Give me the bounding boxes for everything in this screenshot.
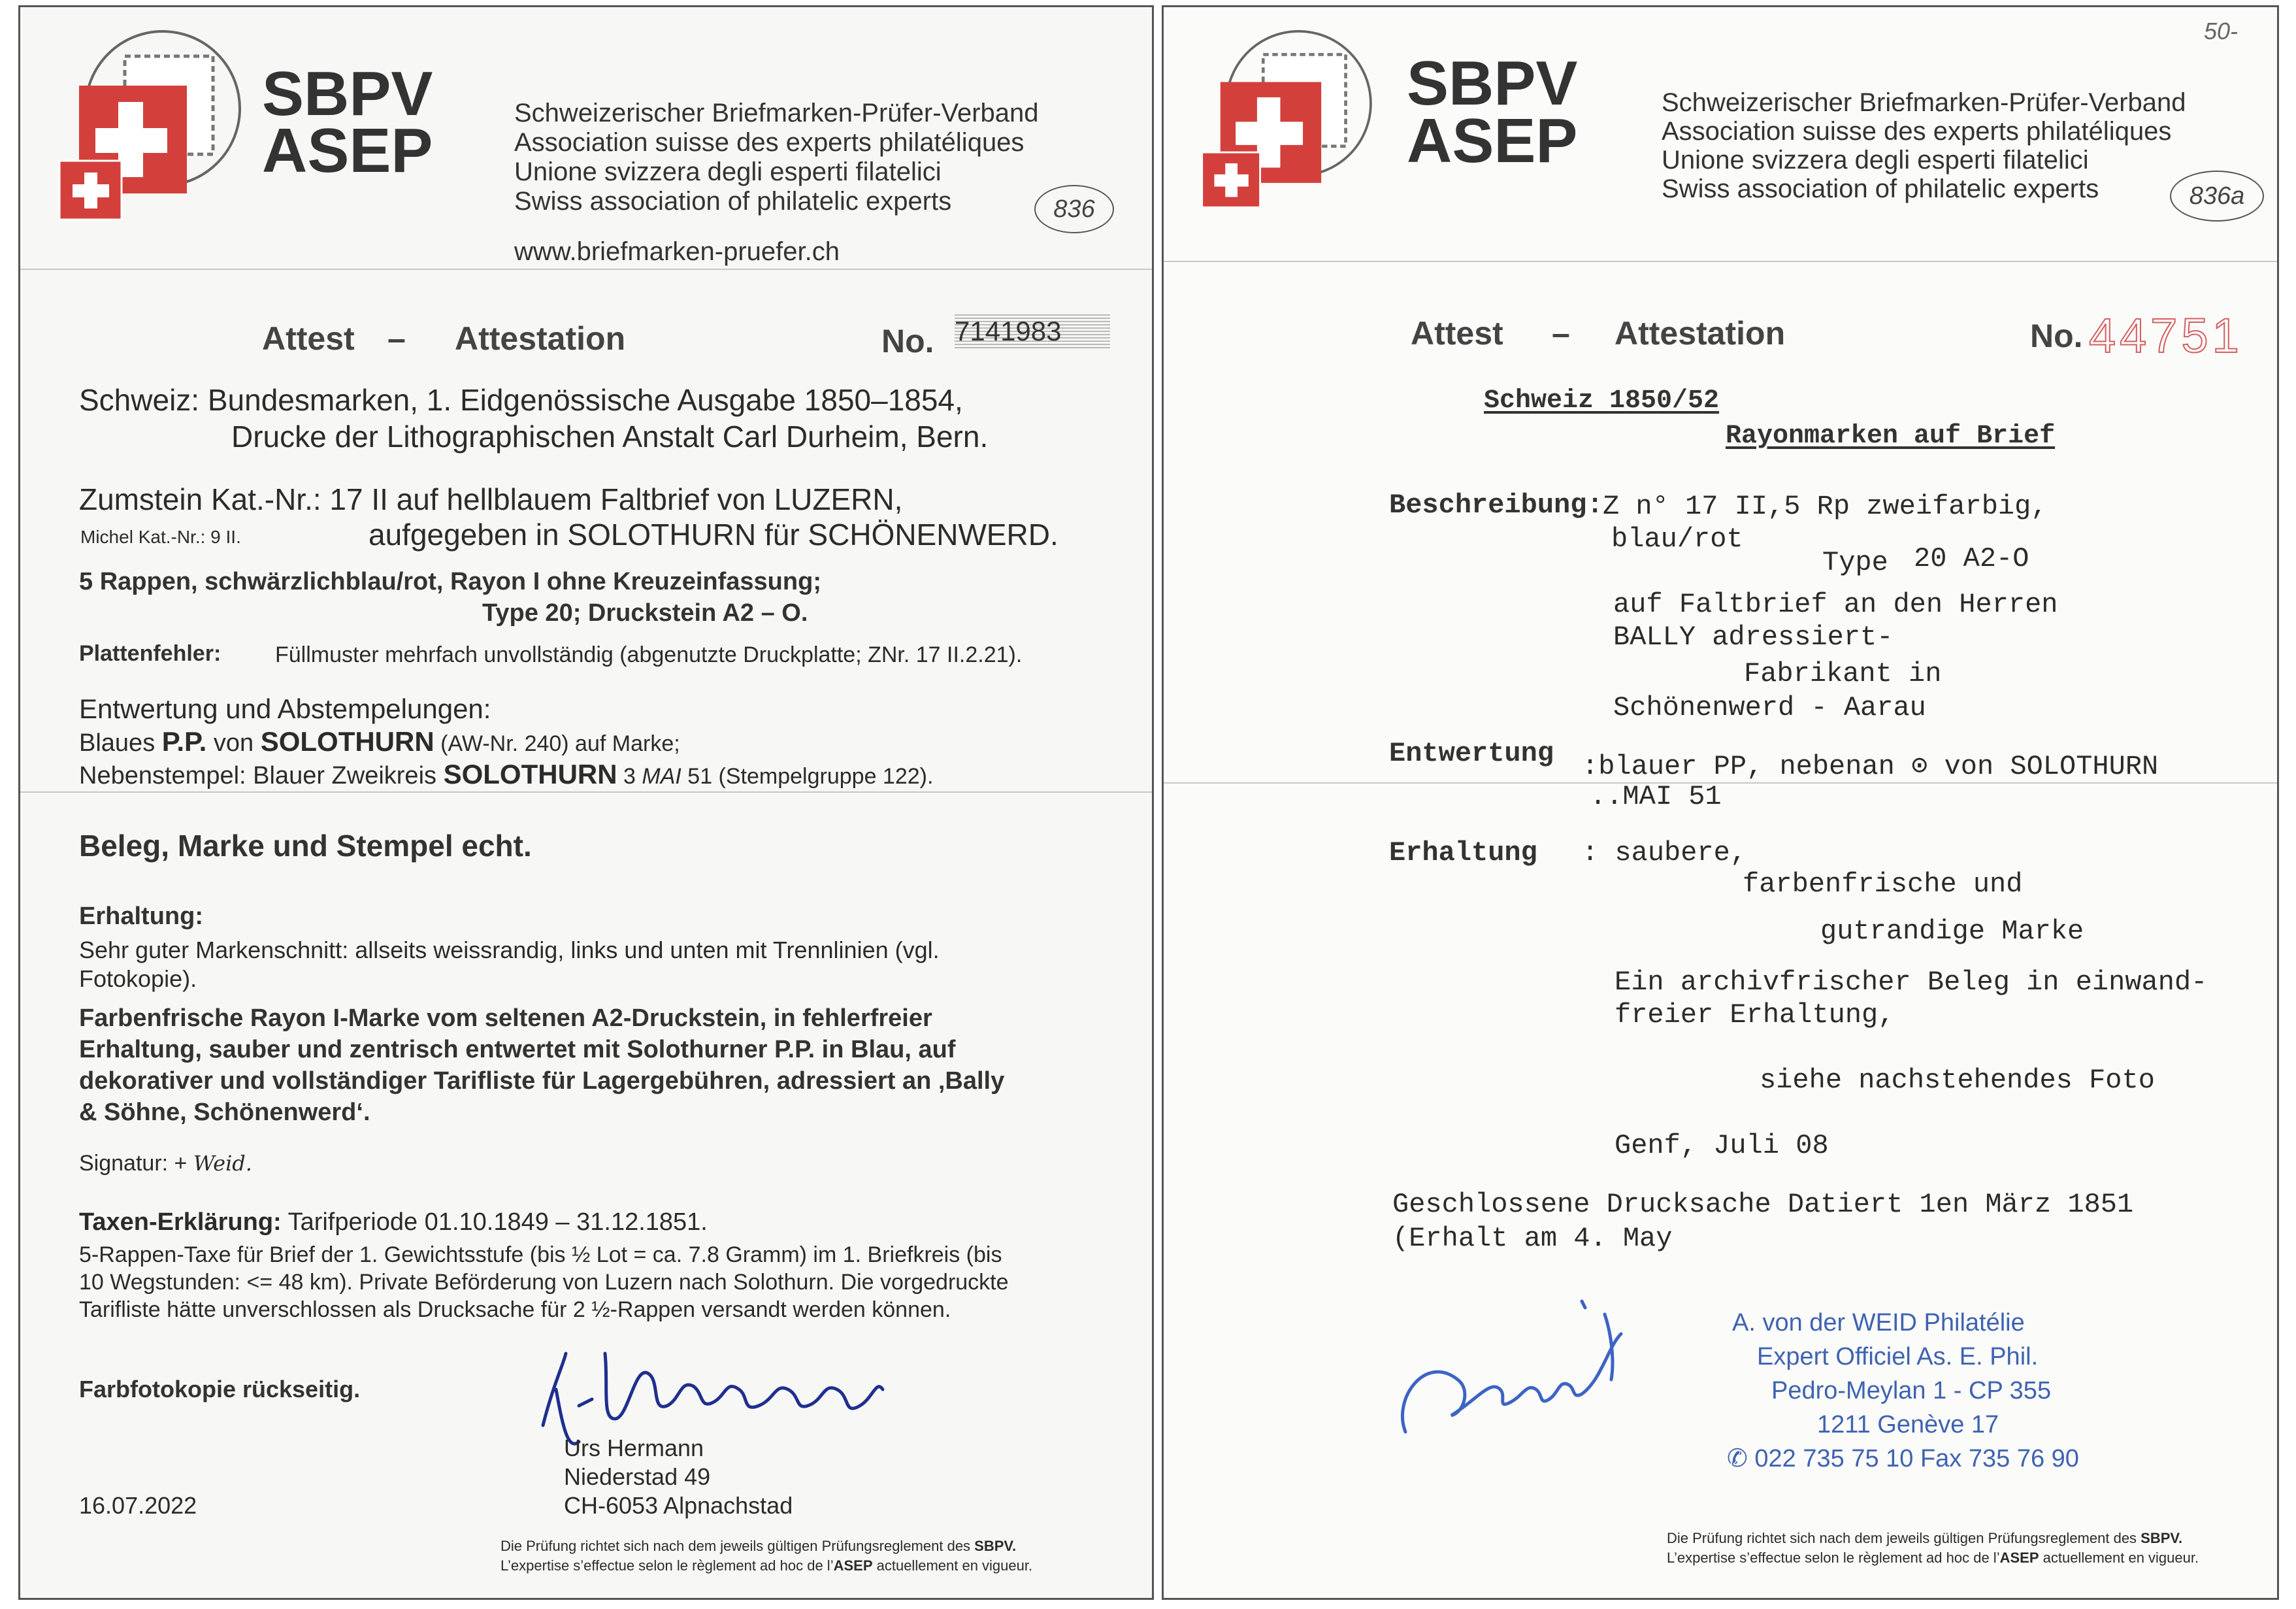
handwritten-reference: 836 [1034, 185, 1114, 233]
rappen-line-1: 5 Rappen, schwärzlichblau/rot, Rayon I ohne Kreuzeinfassung; [79, 568, 821, 595]
erhaltung-line-4: Ein archivfrischer Beleg in einwand- [1615, 967, 2208, 998]
beschreibung-line-1: Z n° 17 II,5 Rp zweifarbig, [1603, 491, 2048, 522]
taxen-line-2: 10 Wegstunden: <= 48 km). Private Beförderung von Luzern nach Solothurn. Die vorgedruckte [79, 1270, 1009, 1295]
number-label: No. [2030, 318, 2083, 354]
org-name-fr: Association suisse des experts philatéliques [1662, 117, 2172, 146]
org-name-en: Swiss association of philatelic experts [514, 187, 952, 216]
expert-name: Urs Hermann [564, 1435, 704, 1461]
erhaltung-heading: Erhaltung: [79, 903, 203, 930]
farbfotokopie-note: Farbfotokopie rückseitig. [79, 1376, 361, 1402]
sbpv-logo-emblem [46, 30, 249, 233]
taxen-line-3: Tarifliste hätte unverschlossen als Drucksache für 2 ½-Rappen versandt werden können. [79, 1297, 951, 1322]
beschreibung-line-5: BALLY adressiert- [1613, 622, 1894, 653]
fold-line [20, 269, 1152, 270]
michel-number: Michel Kat.-Nr.: 9 II. [80, 527, 241, 547]
expert-city: CH-6053 Alpnachstad [564, 1492, 793, 1519]
erhaltung-line-2: Fotokopie). [79, 965, 197, 992]
footer-line-1: Die Prüfung richtet sich nach dem jeweils gültigen Prüfungsreglement des SBPV. [1667, 1530, 2183, 1546]
entwertung-heading: Entwertung und Abstempelungen: [79, 693, 491, 724]
fold-line [20, 791, 1152, 793]
expert-stamp-line-4: 1211 Genève 17 [1817, 1411, 1999, 1438]
org-website: www.briefmarken-pruefer.ch [514, 237, 840, 266]
logo-text-asep: ASEP [1407, 106, 1578, 176]
beschreibung-line-3: dekorativer und vollständiger Tarifliste für Lagergebühren, adressiert an ‚Bally [79, 1067, 1005, 1095]
erhaltung-label: Erhaltung [1389, 837, 1537, 869]
erhaltung-line-2: farbenfrische und [1743, 869, 2023, 900]
plattenfehler-label: Plattenfehler: [79, 641, 221, 666]
org-name-fr: Association suisse des experts philatéliques [514, 128, 1025, 157]
erhaltung-line-3: gutrandige Marke [1820, 916, 2084, 947]
certificate-date: 16.07.2022 [79, 1492, 197, 1519]
fold-line [1164, 261, 2277, 262]
entwertung-line-2: ..MAI 51 [1590, 781, 1722, 812]
expert-stamp-line-1: A. von der WEID Philatélie [1732, 1309, 2025, 1336]
beschreibung-label: Beschreibung: [1389, 489, 1603, 521]
erhaltung-line-5: freier Erhaltung, [1615, 999, 1895, 1031]
number-label: No. [881, 323, 934, 359]
entwertung-line-1: :blauer PP, nebenan ⊙ von SOLOTHURN [1582, 751, 2159, 782]
beschreibung-line-7: Schönenwerd - Aarau [1613, 692, 1926, 723]
footer-line-2: L’expertise s’effectue selon le règlement ad hoc de l’ASEP actuellement en vigueur. [1667, 1550, 2199, 1566]
expert-street: Niederstad 49 [564, 1463, 711, 1490]
sbpv-logo-emblem [1190, 27, 1379, 223]
entwertung-line-2: Nebenstempel: Blauer Zweikreis SOLOTHURN 3 MAI 51 (Stempelgruppe 122). [79, 759, 934, 789]
plattenfehler-text: Füllmuster mehrfach unvollständig (abgenutzte Druckplatte; ZNr. 17 II.2.21). [275, 642, 1023, 667]
beschreibung-type-label: Type [1822, 547, 1888, 578]
heading-dash: – [1552, 315, 1570, 352]
beschreibung-line-6: Fabrikant in [1744, 658, 1942, 689]
heading-dash: – [387, 320, 406, 357]
entwertung-line-1: Blaues P.P. von SOLOTHURN (AW-Nr. 240) auf Marke; [79, 726, 680, 757]
attestation-heading: Attestation [455, 320, 626, 357]
taxen-heading: Taxen-Erklärung: Tarifperiode 01.10.1849 – 31.12.1851. [79, 1208, 708, 1236]
signature-weid [1386, 1269, 1660, 1465]
right-certificate [1162, 5, 2279, 1600]
logo-text-asep: ASEP [262, 116, 433, 186]
footer-line-2: L’expertise s’effectue selon le règlement ad hoc de l’ASEP actuellement en vigueur. [500, 1557, 1033, 1574]
beschreibung-line-4: & Söhne, Schönenwerd‘. [79, 1099, 370, 1126]
beschreibung-line-2: Erhaltung, sauber und zentrisch entwertet mit Solothurner P.P. in Blau, auf [79, 1036, 956, 1063]
entwertung-label: Entwertung [1389, 738, 1554, 769]
echtheit-statement: Beleg, Marke und Stempel echt. [79, 829, 532, 863]
org-name-it: Unione svizzera degli esperti filatelici [1662, 146, 2089, 174]
expert-stamp-line-3: Pedro-Meylan 1 - CP 355 [1771, 1377, 2052, 1404]
erhaltung-line-1: Sehr guter Markenschnitt: allseits weissrandig, links und unten mit Trennlinien (vgl. [79, 937, 940, 963]
taxen-line-1: 5-Rappen-Taxe für Brief der 1. Gewichtsstufe (bis ½ Lot = ca. 7.8 Gramm) im 1. Briefkreis (bis [79, 1242, 1002, 1267]
corner-handwritten-note: 50- [2204, 18, 2239, 44]
beschreibung-type-value: 20 A2-O [1914, 543, 2029, 574]
place-date: Genf, Juli 08 [1615, 1130, 1829, 1161]
country-heading: Schweiz 1850/52 [1484, 386, 1720, 416]
subject-line-2: Drucke der Lithographischen Anstalt Carl Durheim, Bern. [231, 420, 989, 454]
note-line-2: (Erhalt am 4. May [1392, 1223, 1673, 1254]
org-name-it: Unione svizzera degli esperti filatelici [514, 158, 942, 186]
certificate-number: 44751 [2089, 308, 2243, 363]
logo-text-sbpv: SBPV [1407, 48, 1578, 118]
note-line-1: Geschlossene Drucksache Datiert 1en März 1851 [1392, 1189, 2134, 1220]
beschreibung-line-1: Farbenfrische Rayon I-Marke vom seltenen A2-Druckstein, in fehlerfreier [79, 1004, 932, 1032]
org-name-de: Schweizerischer Briefmarken-Prüfer-Verband [1662, 88, 2186, 117]
footer-line-1: Die Prüfung richtet sich nach dem jeweils gültigen Prüfungsreglement des SBPV. [500, 1538, 1017, 1554]
expert-stamp-line-5: ✆ 022 735 75 10 Fax 735 76 90 [1727, 1445, 2079, 1472]
rappen-line-2: Type 20; Druckstein A2 – O. [482, 599, 808, 627]
attest-heading: Attest [262, 320, 355, 357]
subject-line-1: Schweiz: Bundesmarken, 1. Eidgenössische Ausgabe 1850–1854, [79, 383, 963, 417]
attestation-heading: Attestation [1615, 315, 1786, 352]
attest-heading: Attest [1411, 315, 1503, 352]
beschreibung-line-4: auf Faltbrief an den Herren [1613, 589, 2058, 620]
org-name-en: Swiss association of philatelic experts [1662, 174, 2099, 203]
certificate-number: 7141983 [955, 314, 1110, 348]
michel-line-rest: aufgegeben in SOLOTHURN für SCHÖNENWERD. [369, 518, 1058, 552]
zumstein-line: Zumstein Kat.-Nr.: 17 II auf hellblauem Faltbrief von LUZERN, [79, 482, 903, 516]
beschreibung-line-2: blau/rot [1611, 523, 1743, 555]
item-heading: Rayonmarken auf Brief [1726, 422, 2056, 451]
left-certificate [18, 5, 1154, 1600]
handwritten-reference: 836a [2170, 171, 2264, 222]
foto-note: siehe nachstehendes Foto [1760, 1065, 2155, 1096]
erhaltung-line-1: : saubere, [1582, 837, 1747, 869]
logo-text-sbpv: SBPV [262, 59, 433, 129]
expert-stamp-line-2: Expert Officiel As. E. Phil. [1757, 1343, 2039, 1370]
org-name-de: Schweizerischer Briefmarken-Prüfer-Verband [514, 99, 1039, 127]
signatur-line: Signatur: + Weid. [79, 1151, 252, 1176]
